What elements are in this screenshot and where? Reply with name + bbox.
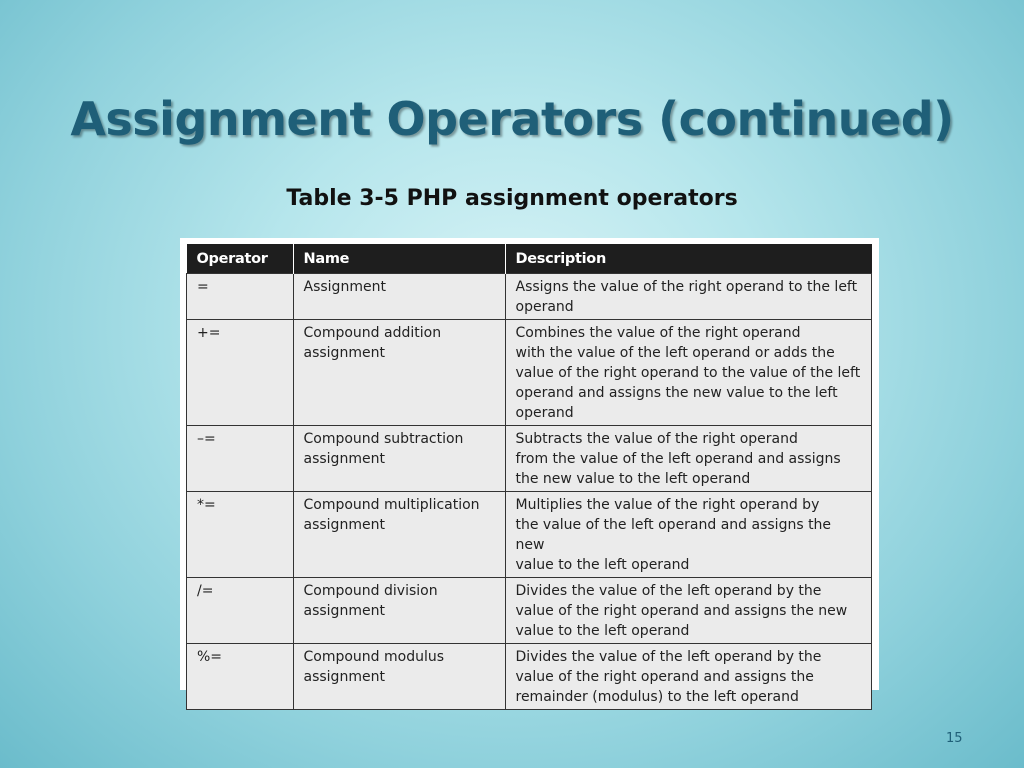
name-line: Compound subtraction: [303, 431, 464, 447]
page-number: 15: [946, 731, 963, 746]
name-line: assignment: [303, 345, 385, 361]
description-line: value of the right operand and assigns the: [515, 669, 814, 685]
description-line: Subtracts the value of the right operand: [515, 431, 798, 447]
name-cell: [293, 644, 505, 710]
description-line: value to the left operand: [515, 623, 690, 639]
header-name: Name: [293, 244, 505, 274]
name-cell: [293, 274, 505, 320]
operator-cell: *=: [187, 492, 294, 578]
name-line: Compound division: [303, 583, 438, 599]
description-line: Assigns the value of the right operand to the left: [515, 279, 858, 295]
description-line: value of the right operand to the value of the left: [515, 365, 861, 381]
description-line: from the value of the left operand and assigns: [515, 451, 841, 467]
slide-title: Assignment Operators (continued): [70, 92, 954, 146]
description-line: the value of the left operand and assigns the new: [515, 517, 832, 553]
table-frame: [180, 238, 879, 705]
table-row: [187, 578, 872, 644]
description-line: with the value of the left operand or adds the: [515, 345, 835, 361]
description-cell: [505, 426, 872, 492]
operator-cell: +=: [187, 320, 294, 426]
table-row: [187, 426, 872, 492]
table-body: [187, 274, 872, 710]
description-line: remainder (modulus) to the left operand: [515, 689, 799, 705]
operator-cell: %=: [187, 644, 294, 710]
name-line: assignment: [303, 517, 385, 533]
operator-cell: –=: [187, 426, 294, 492]
description-line: operand: [515, 405, 574, 421]
header-description: Description: [505, 244, 872, 274]
name-line: Compound multiplication: [303, 497, 480, 513]
description-cell: [505, 492, 872, 578]
name-line: assignment: [303, 451, 385, 467]
name-cell: [293, 578, 505, 644]
description-line: Divides the value of the left operand by the: [515, 649, 822, 665]
table-caption: Table 3-5 PHP assignment operators: [286, 186, 738, 211]
description-cell: [505, 274, 872, 320]
table-row: [187, 320, 872, 426]
table-row: [187, 644, 872, 710]
description-line: operand and assigns the new value to the left: [515, 385, 838, 401]
name-line: assignment: [303, 603, 385, 619]
description-cell: [505, 578, 872, 644]
name-cell: [293, 492, 505, 578]
name-cell: [293, 426, 505, 492]
operators-table: [186, 244, 872, 710]
name-line: Assignment: [303, 279, 386, 295]
description-line: value to the left operand: [515, 557, 690, 573]
description-line: the new value to the left operand: [515, 471, 751, 487]
description-line: operand: [515, 299, 574, 315]
operator-cell: =: [187, 274, 294, 320]
table-row: [187, 274, 872, 320]
name-cell: [293, 320, 505, 426]
table-header-row: [187, 244, 872, 274]
operator-cell: /=: [187, 578, 294, 644]
description-line: value of the right operand and assigns the new: [515, 603, 848, 619]
description-line: Combines the value of the right operand: [515, 325, 801, 341]
name-line: assignment: [303, 669, 385, 685]
name-line: Compound addition: [303, 325, 442, 341]
name-line: Compound modulus: [303, 649, 445, 665]
description-cell: [505, 644, 872, 710]
description-line: Multiplies the value of the right operand by: [515, 497, 820, 513]
description-line: Divides the value of the left operand by the: [515, 583, 822, 599]
header-operator: Operator: [187, 244, 294, 274]
description-cell: [505, 320, 872, 426]
table-row: [187, 492, 872, 578]
